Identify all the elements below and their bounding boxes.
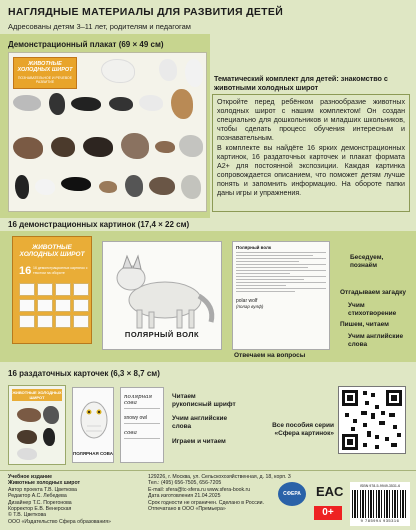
walrus-figure <box>13 137 43 159</box>
thumb <box>73 299 89 312</box>
contact-line: Срок годности не ограничен. Сделано в России. <box>148 499 265 506</box>
description-box <box>212 94 410 212</box>
poster-subtitle: ПОЗНАВАТЕЛЬНОЕ И РЕЧЕВОЕ РАЗВИТИЕ <box>17 76 73 84</box>
isbn-text: ISBN 978-5-9949-3531-6 <box>359 484 401 488</box>
imprint-line: Автор проекта Т.В. Цветкова <box>8 486 77 493</box>
description-paragraph-1: Откройте перед ребёнком разнообразие животных холодных широт с нашим комплектом! Он создан специально для дошкольников и младших школьников, чтобы сделать процесс обучения интересным и познавательным. <box>217 98 405 142</box>
thumb <box>19 299 35 312</box>
penguin-figure <box>43 428 55 446</box>
page-title: НАГЛЯДНЫЕ МАТЕРИАЛЫ ДЛЯ РАЗВИТИЯ ДЕТЕЙ <box>8 6 284 18</box>
text-line <box>236 285 286 286</box>
thumb <box>55 315 71 328</box>
wolf-card-label: ПОЛЯРНЫЙ ВОЛК <box>124 330 200 339</box>
publisher-logo: СФЕРА <box>278 482 306 506</box>
text-line <box>236 276 326 277</box>
seal-figure <box>13 95 41 111</box>
poster-title: ЖИВОТНЫЕ ХОЛОДНЫХ ШИРОТ <box>17 61 73 73</box>
description-paragraph-2: В комплекте вы найдёте 16 ярких демонстрационных картинок, 16 раздаточных карточек и плакат формата A2+ для постоянной экспозиции. Каждая картинка сопровождается описанием, что поможет детям лучше понять и запомнить информацию. На обороте папки даны игры и упражнения. <box>217 144 405 197</box>
handouts-stack <box>8 385 66 465</box>
lemming-figure <box>99 181 117 193</box>
bear-figure <box>101 59 135 83</box>
imprint-line: Животные холодных широт <box>8 480 81 487</box>
puffin-figure <box>181 175 201 199</box>
handout-handwritten-1: полярная сова <box>124 394 153 406</box>
reindeer-figure <box>121 133 149 159</box>
wolf-figure <box>179 135 203 157</box>
series-text: Все пособия серии «Сфера картинок» <box>272 422 334 437</box>
cards-stack-title: ЖИВОТНЫЕ ХОЛОДНЫХ ШИРОТ <box>19 244 85 258</box>
hare-figure <box>35 179 55 195</box>
note-play: Играем и читаем <box>172 438 226 445</box>
imprint-line: Корректор Е.В. Венерская <box>8 506 72 513</box>
text-line <box>236 264 326 265</box>
thumb <box>73 283 89 296</box>
handout-english-word: snowy owl <box>124 415 148 421</box>
muskox-figure <box>51 137 75 157</box>
thumb <box>19 315 35 328</box>
handout-handwritten-2: сова <box>124 430 137 436</box>
note-talk: Беседуем, познаём <box>350 254 384 269</box>
text-line <box>236 270 326 271</box>
qr-pattern <box>339 387 405 453</box>
fox-figure <box>17 448 37 460</box>
text-line <box>236 261 299 262</box>
cards-stack <box>12 236 92 344</box>
imprint-line: Учебное издание <box>8 474 53 480</box>
handout-owl-card <box>72 387 114 463</box>
thumb <box>55 283 71 296</box>
bird2-figure <box>125 175 143 197</box>
text-line <box>236 252 326 253</box>
barcode-bars <box>352 490 408 518</box>
goat-figure <box>185 59 203 87</box>
text-line <box>236 279 304 280</box>
muskox-figure <box>17 430 37 444</box>
text-line <box>124 423 160 424</box>
text-line <box>236 291 295 292</box>
contact-line: 129226, г. Москва, ул. Сельскохозяйственная, д. 18, корп. 3 <box>148 474 291 480</box>
imprint-line: Редактор А.С. Лебедева <box>8 493 67 500</box>
footer-imprint <box>8 474 111 525</box>
thumb <box>37 283 53 296</box>
note-handwriting: Читаем рукописный шрифт <box>172 393 236 408</box>
text-line <box>124 408 160 409</box>
footer-contacts <box>148 474 291 512</box>
card-back-word: polar wolf <box>236 298 258 304</box>
bird-figure <box>49 93 65 115</box>
text-line <box>236 273 290 274</box>
card-back-title: Полярный волк <box>236 245 272 250</box>
wolf-illustration <box>103 242 223 332</box>
text-line <box>236 282 326 283</box>
walrus-figure <box>17 408 41 422</box>
barcode <box>350 482 410 526</box>
whale-figure <box>71 97 101 111</box>
contact-line: E-mail: sfera@tc-sfera.ru www.sfera-book.ru <box>148 486 251 493</box>
cards-stack-count: 16 <box>19 265 32 277</box>
note-riddle: Отгадываем загадку <box>340 289 406 296</box>
note-write: Пишем, читаем <box>340 321 389 328</box>
owl-figure <box>159 59 177 81</box>
poster-header <box>13 57 77 89</box>
eac-mark: EAC <box>316 484 344 499</box>
penguin-figure <box>15 175 29 199</box>
yak-figure <box>83 137 113 157</box>
imprint-line: Дизайнер Т.С. Порегонова <box>8 499 72 506</box>
text-line <box>236 267 308 268</box>
contact-line: Дата изготовления 21.04.2025 <box>148 493 221 500</box>
handout-owl-label: ПОЛЯРНАЯ СОВА <box>73 451 113 456</box>
sealion-figure <box>149 177 175 195</box>
card-back-handwritten: (полар вулф) <box>236 304 264 309</box>
fox-figure <box>139 95 163 111</box>
handouts-stack-title: ЖИВОТНЫЕ ХОЛОДНЫХ ШИРОТ <box>12 390 62 400</box>
thumb <box>37 315 53 328</box>
age-rating-badge: 0+ <box>314 506 342 520</box>
page-subtitle: Адресованы детям 3–11 лет, родителям и педагогам <box>8 22 191 31</box>
poster-label: Демонстрационный плакат (69 × 49 см) <box>8 40 164 49</box>
cards-label: 16 демонстрационных картинок (17,4 × 22 см) <box>8 220 190 229</box>
card-back <box>232 241 330 350</box>
cards-stack-note: 16 демонстрационных картинок с текстом на обороте <box>33 266 88 275</box>
imprint-line: ООО «Издательство Сфера образования» <box>8 518 111 525</box>
llama-figure <box>171 89 193 119</box>
note-questions: Отвечаем на вопросы <box>234 352 306 359</box>
note-poem: Учим стихотворение <box>348 302 397 317</box>
contact-line: Отпечатано в ООО «Премьера» <box>148 506 226 513</box>
orca-figure <box>61 177 91 191</box>
thumb <box>55 299 71 312</box>
barcode-number: 9 785994 935316 <box>360 518 400 523</box>
text-line <box>236 258 326 259</box>
handout-back <box>120 387 164 463</box>
description-title: Тематический комплект для детей: знакомство с животными холодных широт <box>214 74 388 92</box>
contact-line: Тел.: (495) 656-7505, 656-7205 <box>148 480 222 487</box>
ermine-figure <box>155 141 175 153</box>
text-line <box>124 438 160 439</box>
bird-figure <box>43 406 59 424</box>
thumb <box>19 283 35 296</box>
owl-illustration <box>73 388 115 446</box>
note-english: Учим английские слова <box>348 333 404 348</box>
handouts-label: 16 раздаточных карточек (6,3 × 8,7 см) <box>8 369 160 378</box>
text-line <box>236 288 326 289</box>
thumb <box>37 299 53 312</box>
poster-image <box>8 52 207 212</box>
note-english-words: Учим английские слова <box>172 415 228 430</box>
qr-code[interactable] <box>338 386 406 454</box>
imprint-line: © Т.В. Цветкова <box>8 512 47 519</box>
text-line <box>236 255 313 256</box>
loon-figure <box>109 97 133 111</box>
thumb <box>73 315 89 328</box>
